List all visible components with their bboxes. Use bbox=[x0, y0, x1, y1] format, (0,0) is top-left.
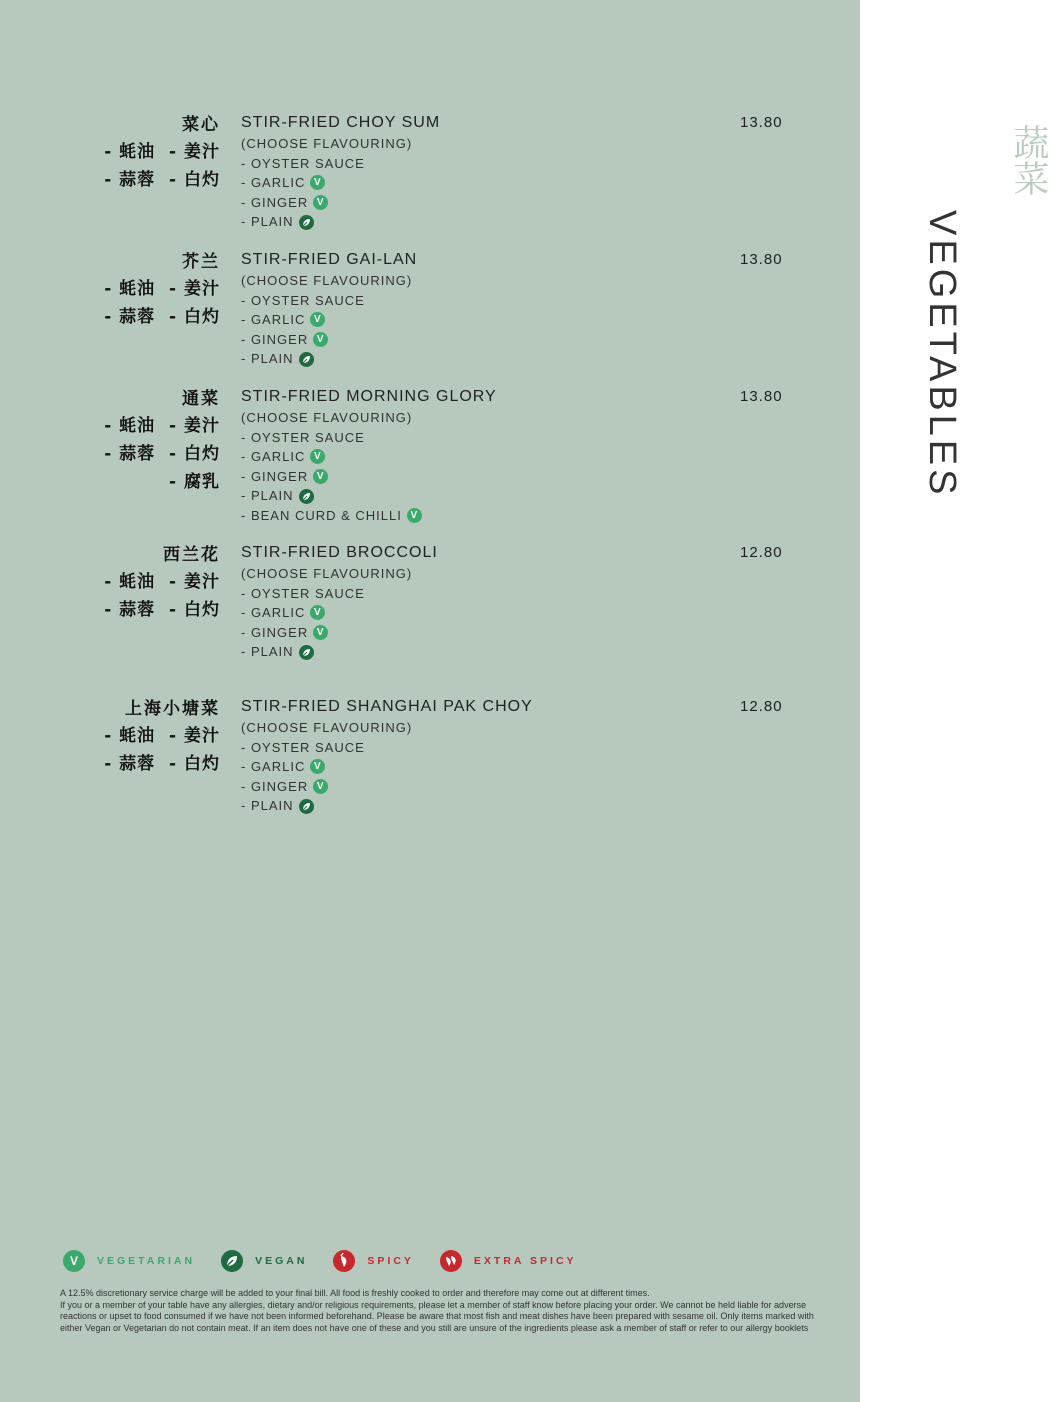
dish-english-column bbox=[241, 696, 533, 816]
vegetarian-icon: V bbox=[313, 625, 328, 640]
footer-line: A 12.5% discretionary service charge will be added to your final bill. All food is freshly cooked to order and therefore may come out at different times. bbox=[60, 1288, 650, 1298]
flavour-chinese: - 蒜蓉 - 白灼 bbox=[104, 307, 220, 327]
flavour-chinese: - 腐乳 bbox=[169, 472, 220, 492]
vegan-leaf-icon bbox=[299, 215, 314, 230]
dish-price: 13.80 bbox=[740, 251, 783, 268]
vegetarian-icon: V bbox=[310, 175, 325, 190]
flavour-option bbox=[241, 642, 438, 662]
flavour-option bbox=[241, 796, 533, 816]
dish-english-column bbox=[241, 249, 417, 369]
flavour-option bbox=[241, 330, 417, 350]
vegetarian-icon: V bbox=[313, 195, 328, 210]
flavour-option-label: - OYSTER SAUCE bbox=[241, 155, 365, 171]
flavour-option-label: - GARLIC bbox=[241, 312, 306, 328]
vegetarian-icon: V bbox=[63, 1250, 85, 1272]
dish-chinese-column bbox=[104, 112, 220, 194]
flavour-option-label: - PLAIN bbox=[241, 488, 294, 504]
double-chilli-icon bbox=[440, 1250, 462, 1272]
dish-name-chinese: 芥兰 bbox=[182, 252, 220, 272]
flavour-option-label: - OYSTER SAUCE bbox=[241, 292, 365, 308]
dish-subtitle: (CHOOSE FLAVOURING) bbox=[241, 410, 413, 425]
dietary-legend bbox=[63, 1250, 603, 1272]
vegan-leaf-icon bbox=[299, 489, 314, 504]
flavour-option-label: - BEAN CURD & CHILLI bbox=[241, 507, 402, 523]
flavour-option-label: - GINGER bbox=[241, 468, 309, 484]
flavour-option-label: - GARLIC bbox=[241, 175, 306, 191]
dish-price: 13.80 bbox=[740, 388, 783, 405]
dish-chinese-column bbox=[104, 696, 220, 778]
flavour-chinese: - 蒜蓉 - 白灼 bbox=[104, 754, 220, 774]
vegetarian-icon: V bbox=[310, 605, 325, 620]
vegan-leaf-icon bbox=[221, 1250, 243, 1272]
flavour-option-label: - OYSTER SAUCE bbox=[241, 585, 365, 601]
flavour-option-label: - PLAIN bbox=[241, 214, 294, 230]
flavour-option-label: - PLAIN bbox=[241, 798, 294, 814]
legend-item bbox=[221, 1250, 307, 1272]
legend-label: EXTRA SPICY bbox=[473, 1255, 577, 1267]
dish-chinese-column bbox=[104, 249, 220, 331]
flavour-option bbox=[241, 154, 440, 174]
dish-price: 12.80 bbox=[740, 698, 783, 715]
flavour-chinese: - 蒜蓉 - 白灼 bbox=[104, 444, 220, 464]
dish-chinese-column bbox=[104, 386, 220, 496]
dish-subtitle: (CHOOSE FLAVOURING) bbox=[241, 566, 413, 581]
legend-item bbox=[440, 1250, 577, 1272]
flavour-option bbox=[241, 486, 497, 506]
flavour-option-label: - PLAIN bbox=[241, 644, 294, 660]
flavour-option bbox=[241, 506, 497, 526]
flavour-option-label: - GARLIC bbox=[241, 449, 306, 465]
dish-english-column bbox=[241, 112, 440, 232]
flavour-option bbox=[241, 173, 440, 193]
flavour-option bbox=[241, 584, 438, 604]
dish-english-column bbox=[241, 542, 438, 662]
flavour-chinese: - 蚝油 - 姜汁 bbox=[104, 142, 220, 162]
flavour-option-label: - GARLIC bbox=[241, 759, 306, 775]
legend-label: SPICY bbox=[367, 1255, 414, 1267]
vegetarian-icon: V bbox=[310, 449, 325, 464]
flavour-option bbox=[241, 349, 417, 369]
flavour-option-label: - GINGER bbox=[241, 194, 309, 210]
legend-label: VEGAN bbox=[255, 1255, 308, 1267]
flavour-option bbox=[241, 291, 417, 311]
dish-subtitle: (CHOOSE FLAVOURING) bbox=[241, 273, 413, 288]
vegan-leaf-icon bbox=[299, 799, 314, 814]
flavour-option-label: - OYSTER SAUCE bbox=[241, 739, 365, 755]
flavour-chinese: - 蚝油 - 姜汁 bbox=[104, 279, 220, 299]
flavour-chinese: - 蚝油 - 姜汁 bbox=[104, 726, 220, 746]
flavour-option bbox=[241, 193, 440, 213]
vegan-leaf-icon bbox=[299, 645, 314, 660]
vegetarian-icon: V bbox=[310, 759, 325, 774]
flavour-option-label: - GINGER bbox=[241, 331, 309, 347]
dish-name-chinese: 上海小塘菜 bbox=[125, 699, 220, 719]
flavour-option bbox=[241, 447, 497, 467]
section-title bbox=[858, 110, 1049, 530]
chilli-icon bbox=[333, 1250, 355, 1272]
flavour-chinese: - 蒜蓉 - 白灼 bbox=[104, 600, 220, 620]
flavour-chinese: - 蚝油 - 姜汁 bbox=[104, 416, 220, 436]
flavour-option-label: - GARLIC bbox=[241, 605, 306, 621]
dish-subtitle: (CHOOSE FLAVOURING) bbox=[241, 720, 413, 735]
dish-name: STIR-FRIED SHANGHAI PAK CHOY bbox=[241, 698, 533, 715]
flavour-option bbox=[241, 623, 438, 643]
vegetarian-icon: V bbox=[313, 469, 328, 484]
section-title-english: VEGETABLES bbox=[921, 210, 963, 499]
footer-line: If you or a member of your table have any allergies, dietary and/or religious requirements, please let a member of staff know before placing your order. We cannot be held liable for adverse reactions or upset to food consumed if we have not been informed beforehand. Please be aware that most fish and meat dishes have been prepared with sesame oil. Only items marked with either Vegan or Vegetarian do not contain meat. If an item does not have one of these and you still are unsure of the ingredients please ask a member of staff or refer to our allergy booklets bbox=[60, 1299, 814, 1333]
vegetarian-icon: V bbox=[313, 332, 328, 347]
flavour-option bbox=[241, 603, 438, 623]
dish-name: STIR-FRIED CHOY SUM bbox=[241, 114, 441, 131]
flavour-option-label: - GINGER bbox=[241, 624, 309, 640]
flavour-option bbox=[241, 428, 497, 448]
vegetarian-icon: V bbox=[407, 508, 422, 523]
dish-name-chinese: 西兰花 bbox=[163, 545, 220, 565]
dish-name: STIR-FRIED GAI-LAN bbox=[241, 251, 418, 268]
dish-name-chinese: 菜心 bbox=[182, 115, 220, 135]
dish-price: 13.80 bbox=[740, 114, 783, 131]
dish-english-column bbox=[241, 386, 497, 526]
flavour-option-label: - PLAIN bbox=[241, 351, 294, 367]
dish-chinese-column bbox=[104, 542, 220, 624]
flavour-option-label: - OYSTER SAUCE bbox=[241, 429, 365, 445]
dish-price: 12.80 bbox=[740, 544, 783, 561]
legend-label: VEGETARIAN bbox=[97, 1255, 196, 1267]
dish-name-chinese: 通菜 bbox=[182, 389, 220, 409]
vegetarian-icon: V bbox=[313, 779, 328, 794]
flavour-option bbox=[241, 467, 497, 487]
flavour-chinese: - 蚝油 - 姜汁 bbox=[104, 572, 220, 592]
legend-item bbox=[63, 1250, 195, 1272]
dish-name: STIR-FRIED BROCCOLI bbox=[241, 544, 438, 561]
dish-name: STIR-FRIED MORNING GLORY bbox=[241, 388, 497, 405]
vegan-leaf-icon bbox=[299, 352, 314, 367]
flavour-option bbox=[241, 777, 533, 797]
flavour-option-label: - GINGER bbox=[241, 778, 309, 794]
footer-notice bbox=[60, 1288, 820, 1334]
legend-item bbox=[333, 1250, 414, 1272]
flavour-option bbox=[241, 310, 417, 330]
vegetarian-icon: V bbox=[310, 312, 325, 327]
flavour-option bbox=[241, 212, 440, 232]
flavour-option bbox=[241, 738, 533, 758]
flavour-chinese: - 蒜蓉 - 白灼 bbox=[104, 170, 220, 190]
flavour-option bbox=[241, 757, 533, 777]
section-title-chinese: 蔬菜 bbox=[1008, 124, 1049, 196]
dish-subtitle: (CHOOSE FLAVOURING) bbox=[241, 136, 413, 151]
